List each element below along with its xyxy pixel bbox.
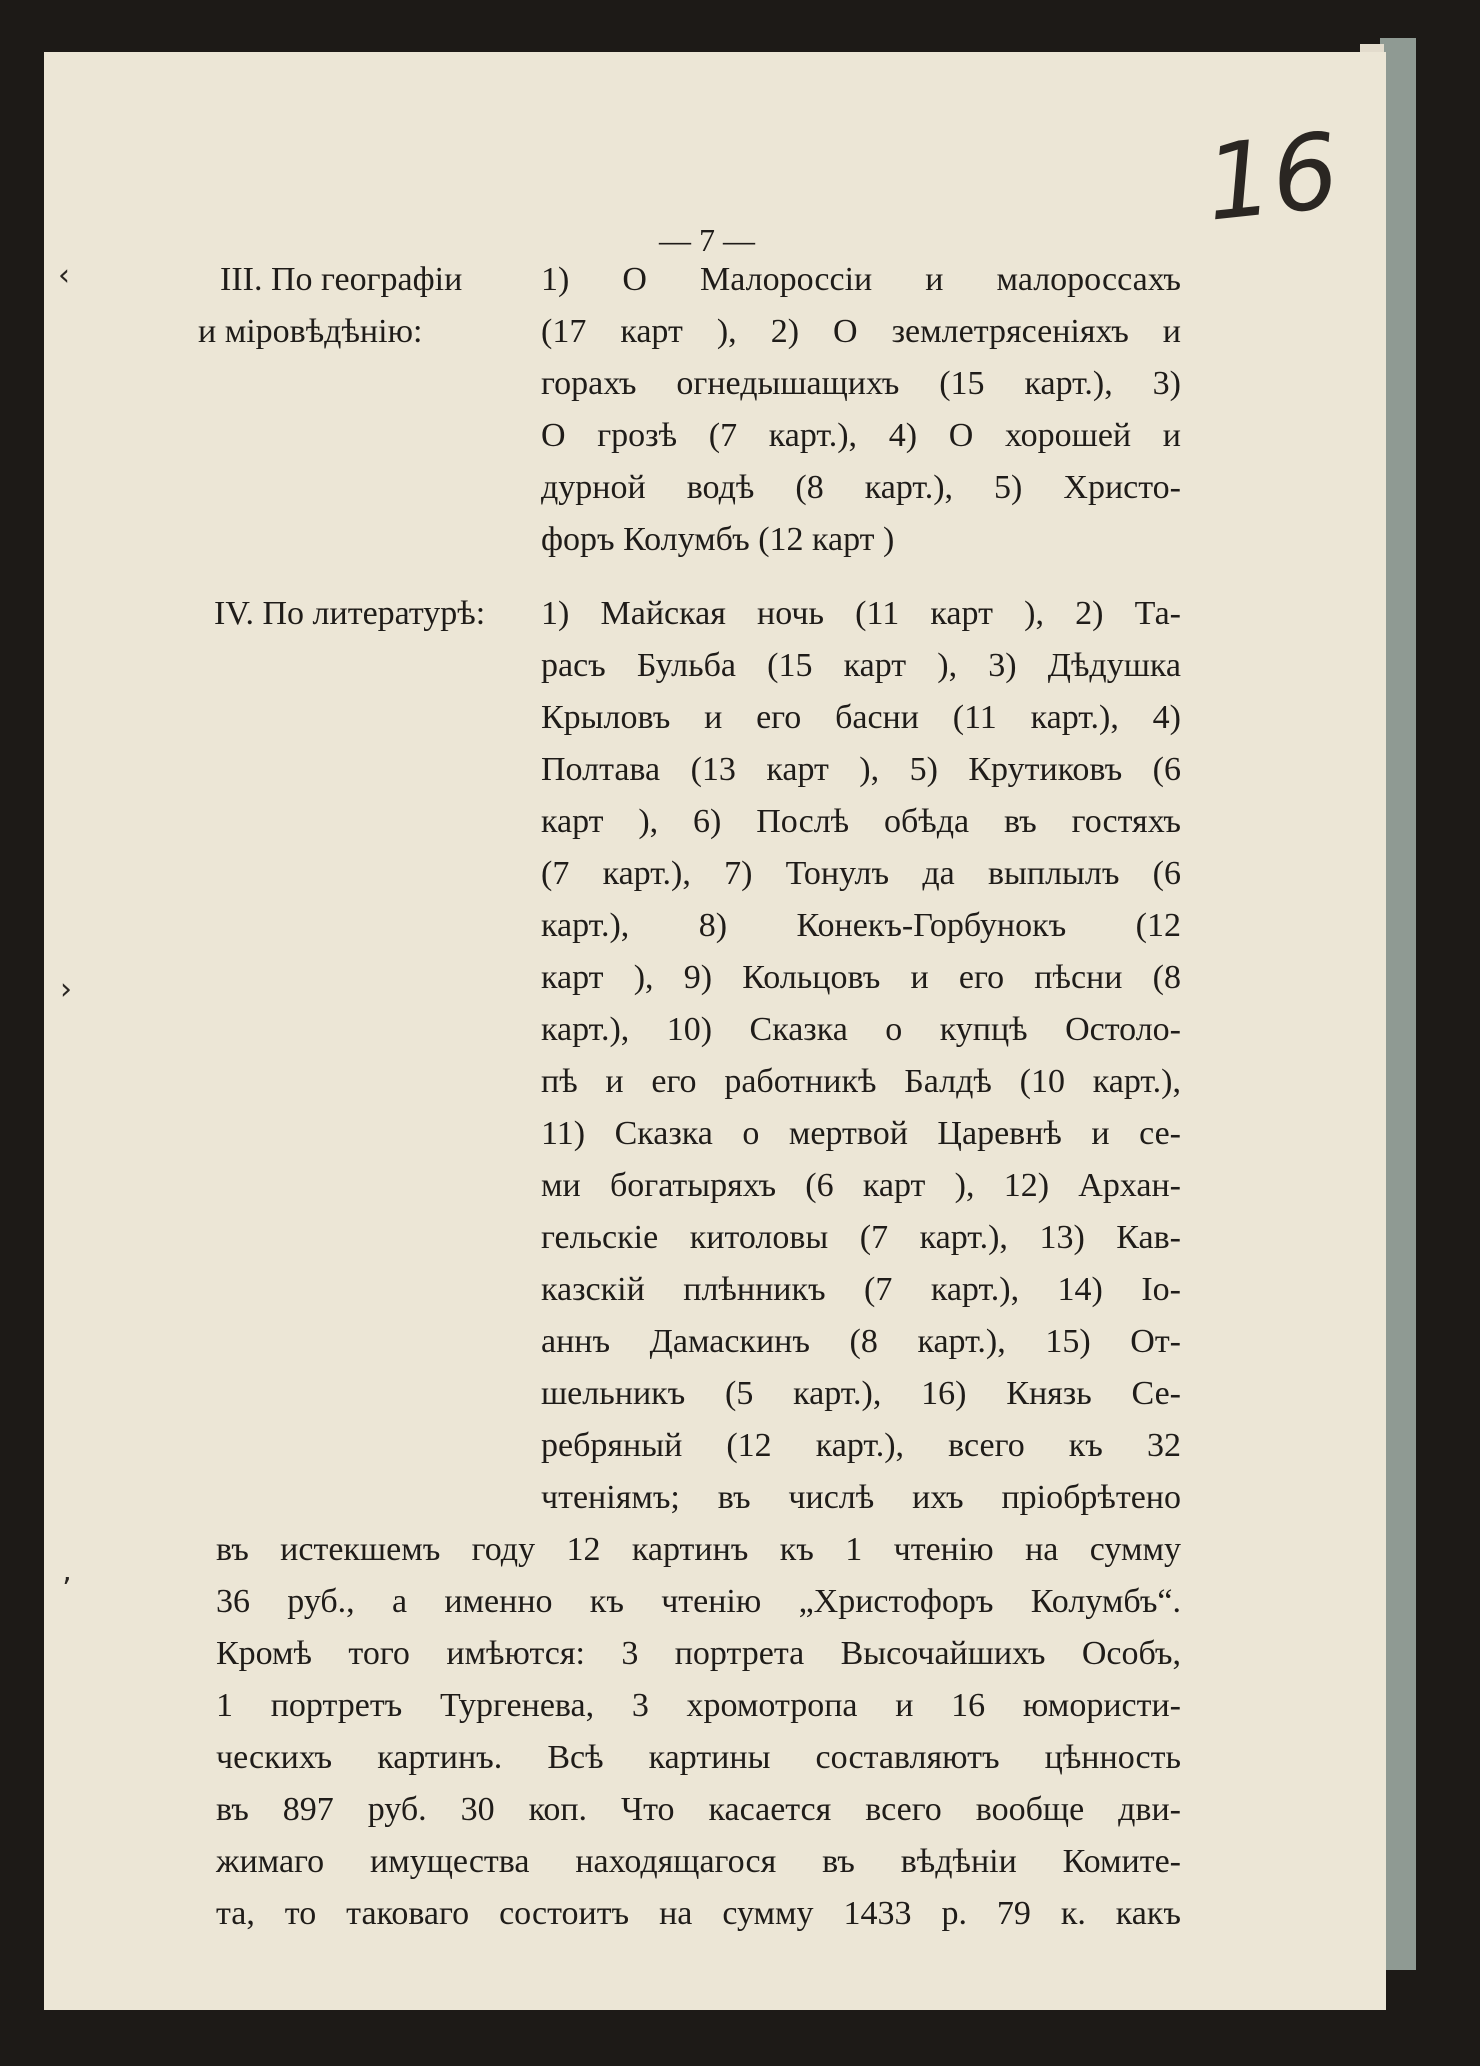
text-line: пѣ и его работникѣ Балдѣ (10 карт.), (541, 1063, 1181, 1100)
text-line: карт ), 9) Кольцовъ и его пѣсни (8 (541, 959, 1181, 996)
text-line: аннъ Дамаскинъ (8 карт.), 15) От- (541, 1323, 1181, 1360)
text-line: въ истекшемъ году 12 картинъ къ 1 чтенію на сумму (216, 1531, 1181, 1568)
text-line: жимаго имущества находящагося въ вѣдѣніи Комите- (216, 1843, 1181, 1880)
text-line: гельскіе китоловы (7 карт.), 13) Кав- (541, 1219, 1181, 1256)
text-line: ребряный (12 карт.), всего къ 32 (541, 1427, 1181, 1464)
text-line: горахъ огнедышащихъ (15 карт.), 3) (541, 365, 1181, 402)
text-line: казскій плѣнникъ (7 карт.), 14) Іо- (541, 1271, 1181, 1308)
text-line: Кромѣ того имѣются: 3 портрета Высочайшихъ Особъ, (216, 1635, 1181, 1672)
margin-mark: ʼ (62, 1572, 72, 1607)
text-line: (17 карт ), 2) О землетрясеніяхъ и (541, 313, 1181, 350)
page-number: — 7 — (659, 222, 755, 258)
text-line: (7 карт.), 7) Тонулъ да выплылъ (6 (541, 855, 1181, 892)
text-line: 11) Сказка о мертвой Царевнѣ и се- (541, 1115, 1181, 1152)
section-heading: и міровѣдѣнію: (198, 313, 423, 350)
text-line: карт ), 6) Послѣ обѣда въ гостяхъ (541, 803, 1181, 840)
handwritten-folio-number: 16 (1199, 109, 1345, 245)
text-line: 36 руб., а именно къ чтенію „Христофоръ Колумбъ“. (216, 1583, 1181, 1620)
text-line: карт.), 8) Конекъ-Горбунокъ (12 (541, 907, 1181, 944)
text-line: чтеніямъ; въ числѣ ихъ пріобрѣтено (541, 1479, 1181, 1516)
text-line: форъ Колумбъ (12 карт ) (541, 521, 895, 558)
margin-mark: › (60, 972, 72, 1007)
text-line: дурной водѣ (8 карт.), 5) Христо- (541, 469, 1181, 506)
margin-mark: ‹ (58, 258, 70, 293)
text-line: та, то таковаго состоитъ на сумму 1433 р. 79 к. какъ (216, 1895, 1181, 1932)
text-line: въ 897 руб. 30 коп. Что касается всего вообще дви- (216, 1791, 1181, 1828)
text-line: карт.), 10) Сказка о купцѣ Остоло- (541, 1011, 1181, 1048)
document-page (44, 52, 1386, 2010)
text-line: шельникъ (5 карт.), 16) Князь Се- (541, 1375, 1181, 1412)
text-line: О грозѣ (7 карт.), 4) О хорошей и (541, 417, 1181, 454)
section-heading: III. По географіи (220, 261, 463, 298)
text-line: расъ Бульба (15 карт ), 3) Дѣдушка (541, 647, 1181, 684)
text-line: ми богатыряхъ (6 карт ), 12) Архан- (541, 1167, 1181, 1204)
text-line: 1 портретъ Тургенева, 3 хромотропа и 16 юмористи- (216, 1687, 1181, 1724)
text-line: 1) Майская ночь (11 карт ), 2) Та- (541, 595, 1181, 632)
section-heading: IV. По литературѣ: (214, 595, 486, 632)
text-line: 1) О Малороссіи и малороссахъ (541, 261, 1181, 298)
text-line: ческихъ картинъ. Всѣ картины составляютъ цѣнность (216, 1739, 1181, 1776)
text-line: Крыловъ и его басни (11 карт.), 4) (541, 699, 1181, 736)
text-line: Полтава (13 карт ), 5) Крутиковъ (6 (541, 751, 1181, 788)
